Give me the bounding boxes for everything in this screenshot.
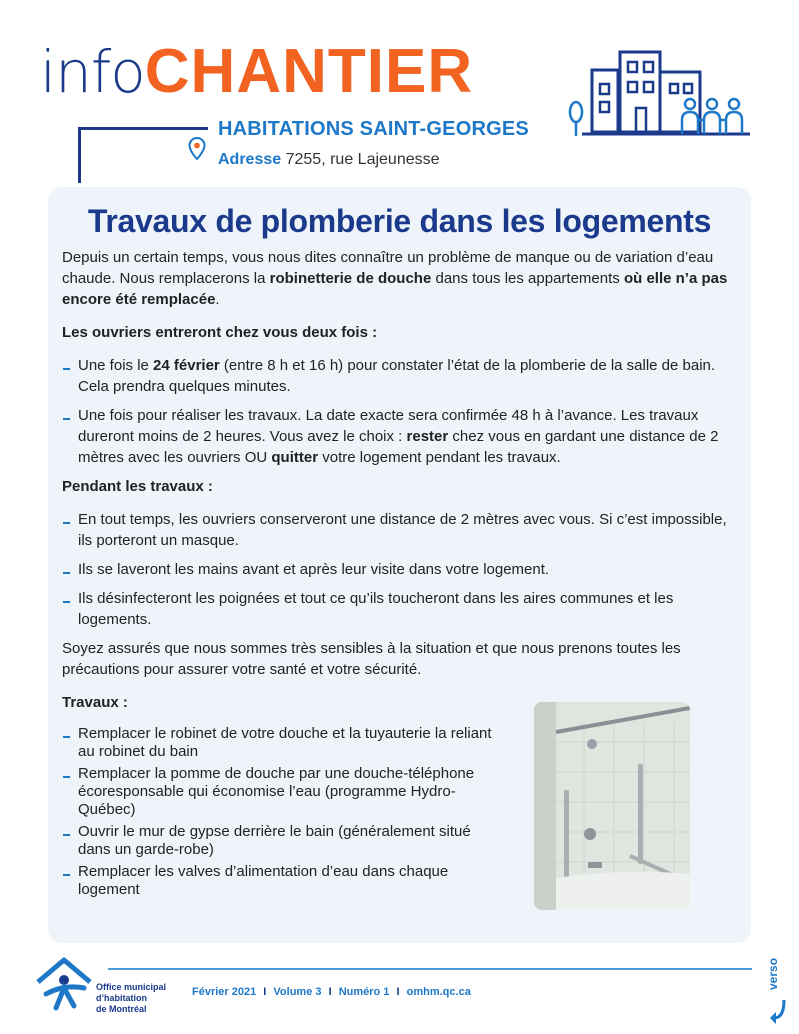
intro-bold-2: où elle n’a pas encore été remplacée: [62, 270, 728, 308]
omhm-logo-icon: [34, 954, 94, 1014]
org-line-1: Office municipal: [96, 982, 167, 992]
list-item: [62, 355, 736, 397]
turn-page-arrow-icon[interactable]: [768, 966, 788, 1026]
buildings-people-illustration: [560, 44, 760, 144]
visits-list: [62, 355, 736, 468]
footer-website-link[interactable]: omhm.qc.ca: [406, 986, 471, 998]
visit-2-text-e: votre logement pendant les travaux.: [318, 449, 561, 466]
intro-bold-1: robinetterie de douche: [269, 270, 432, 287]
shower-photo-drawing: [534, 702, 690, 910]
brand-main: CHANTIER: [144, 37, 474, 106]
list-item: Ils désinfecteront les poignées et tout ce qu’ils toucheront dans les aires communes et les logements.: [62, 588, 736, 630]
footer-number: Numéro 1: [338, 986, 390, 998]
closing-paragraph: Soyez assurés que nous sommes très sensibles à la situation et que nous prenons toutes les précautions pour assurer votre santé et votre sécurité.: [62, 640, 681, 678]
page-title: Travaux de plomberie dans les logements: [87, 203, 712, 239]
footer-divider: [108, 968, 752, 970]
list-item: En tout temps, les ouvriers conserveront une distance de 2 mètres avec vous. Si c’est impossible, ils porteront un masque.: [62, 509, 736, 551]
address-value: 7255, rue Lajeunesse: [285, 151, 440, 168]
footer-separator: I: [263, 986, 267, 998]
visit-1-text-c: (entre 8 h et 16 h) pour constater l’état de la plomberie de la salle de bain. Cela prendra quelques minutes.: [78, 357, 716, 395]
footer-date: Février 2021: [192, 986, 257, 998]
intro-text-1: Depuis un certain temps, vous nous dites connaître un problème de manque ou de variation d’eau chaude. Nous remplacerons la: [62, 249, 714, 287]
org-line-3: de Montréal: [96, 1004, 147, 1014]
works-heading: Travaux :: [62, 694, 128, 711]
works-list: [62, 725, 492, 899]
org-line-2: d’habitation: [96, 993, 147, 1003]
brand-prefix: info: [40, 38, 145, 106]
verso-label: verso: [766, 957, 780, 990]
list-item: Remplacer le robinet de votre douche et la tuyauterie la reliant au robinet du bain: [62, 725, 492, 761]
header-frame-top: [78, 127, 208, 130]
masthead-title: [40, 36, 474, 106]
during-heading: Pendant les travaux :: [62, 478, 213, 495]
intro-text-2: dans tous les appartements: [431, 270, 624, 287]
intro-text-3: .: [215, 291, 220, 308]
visit-2-quitter: quitter: [271, 449, 319, 466]
address-line: [218, 151, 440, 169]
during-list: [62, 509, 736, 630]
visit-2-text-a: Une fois pour réaliser les travaux. La date exacte sera confirmée 48 h à l’avance. Les travaux dureront moins de 2 heures. Vous avez le choix :: [78, 407, 699, 445]
shower-photo: [534, 702, 690, 910]
list-item: Remplacer les valves d’alimentation d’eau dans chaque logement: [62, 863, 492, 899]
footer-volume: Volume 3: [273, 986, 322, 998]
list-item: [62, 405, 736, 468]
address-label: Adresse: [218, 151, 282, 168]
footer-info: [192, 986, 471, 998]
works-list-wrapper: [62, 725, 492, 899]
visits-heading: Les ouvriers entreront chez vous deux fois :: [62, 324, 378, 341]
project-name: HABITATIONS SAINT-GEORGES: [218, 118, 529, 140]
intro-paragraph: [62, 247, 736, 310]
org-name: [96, 982, 166, 1015]
visit-1-text-a: Une fois le: [78, 357, 154, 374]
visit-2-text-c: chez vous en gardant une distance de 2 mètres avec les ouvriers OU: [78, 428, 719, 466]
list-item: Remplacer la pomme de douche par une douche-téléphone écoresponsable qui économise l’eau (programme Hydro-Québec): [62, 765, 492, 819]
list-item: Ouvrir le mur de gypse derrière le bain (généralement situé dans un garde-robe): [62, 823, 492, 859]
visit-1-date: 24 février: [153, 357, 220, 374]
location-pin-icon: [188, 137, 206, 161]
footer-separator: I: [328, 986, 332, 998]
header-frame-left: [78, 127, 81, 183]
list-item: Ils se laveront les mains avant et après leur visite dans votre logement.: [62, 559, 736, 580]
visit-2-rester: rester: [406, 428, 449, 445]
footer-separator: I: [396, 986, 400, 998]
